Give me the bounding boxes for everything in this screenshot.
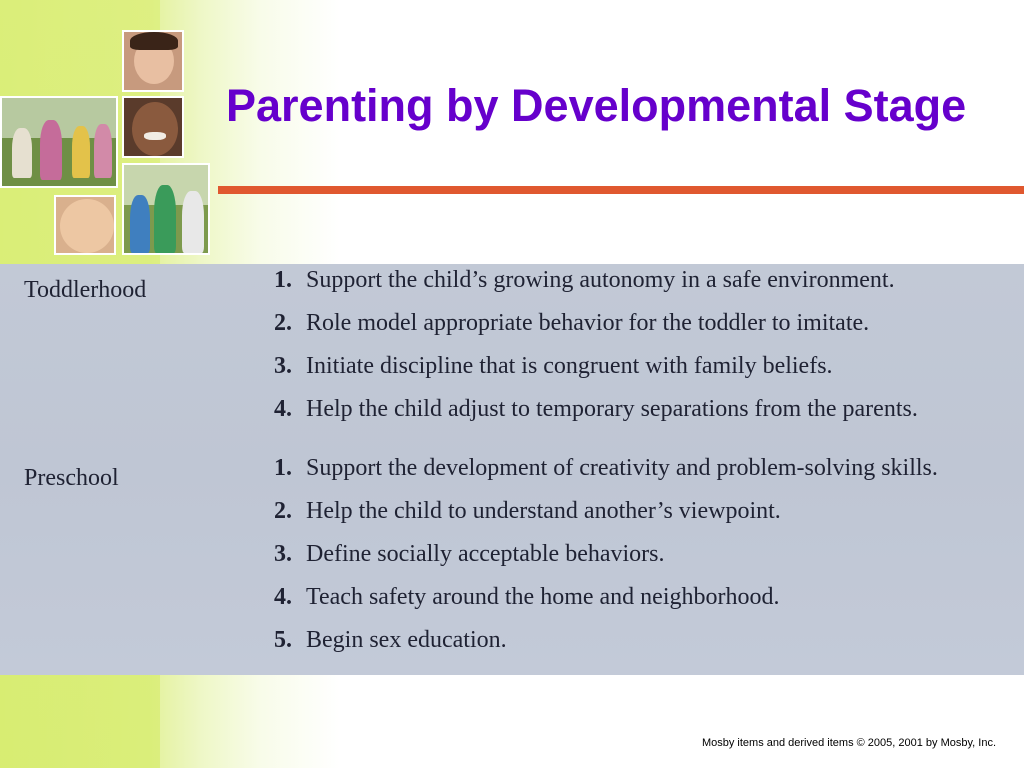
stage-label-preschool: Preschool — [24, 465, 119, 491]
item-text: Support the development of creativity and problem-solving skills. — [306, 455, 938, 481]
preschool-item-4 — [274, 583, 780, 611]
parenting-stages-table — [0, 264, 1024, 675]
stage-label-toddlerhood: Toddlerhood — [24, 277, 147, 303]
item-text: Help the child to understand another’s viewpoint. — [306, 498, 781, 524]
title-underline — [218, 186, 1024, 194]
slide-title: Parenting by Developmental Stage — [226, 80, 967, 131]
toddler-item-1 — [274, 266, 895, 294]
copyright-footer: Mosby items and derived items © 2005, 2001 by Mosby, Inc. — [701, 737, 996, 749]
item-number: 3. — [274, 353, 292, 379]
item-number: 2. — [274, 310, 292, 336]
item-text: Initiate discipline that is congruent with family beliefs. — [306, 353, 833, 379]
item-number: 1. — [274, 455, 292, 481]
family-park-photo — [0, 96, 118, 188]
item-number: 1. — [274, 267, 292, 293]
preschool-item-5 — [274, 626, 507, 654]
item-text: Role model appropriate behavior for the toddler to imitate. — [306, 310, 870, 336]
toddler-item-4 — [274, 395, 918, 423]
item-number: 2. — [274, 498, 292, 524]
toddler-item-2 — [274, 309, 869, 337]
item-number: 4. — [274, 584, 292, 610]
smiling-woman-photo — [122, 96, 184, 158]
item-text: Teach safety around the home and neighborhood. — [306, 584, 780, 610]
item-number: 5. — [274, 627, 292, 653]
item-text: Help the child adjust to temporary separations from the parents. — [306, 396, 918, 422]
preschool-item-3 — [274, 540, 665, 568]
item-text: Begin sex education. — [306, 627, 507, 653]
preschool-item-1 — [274, 454, 938, 482]
baby-photo — [54, 195, 116, 255]
toddler-item-3 — [274, 352, 833, 380]
item-number: 4. — [274, 396, 292, 422]
preschool-item-2 — [274, 497, 781, 525]
item-text: Define socially acceptable behaviors. — [306, 541, 665, 567]
children-playing-photo — [122, 163, 210, 255]
item-number: 3. — [274, 541, 292, 567]
child-face-photo — [122, 30, 184, 92]
item-text: Support the child’s growing autonomy in a safe environment. — [306, 267, 895, 293]
